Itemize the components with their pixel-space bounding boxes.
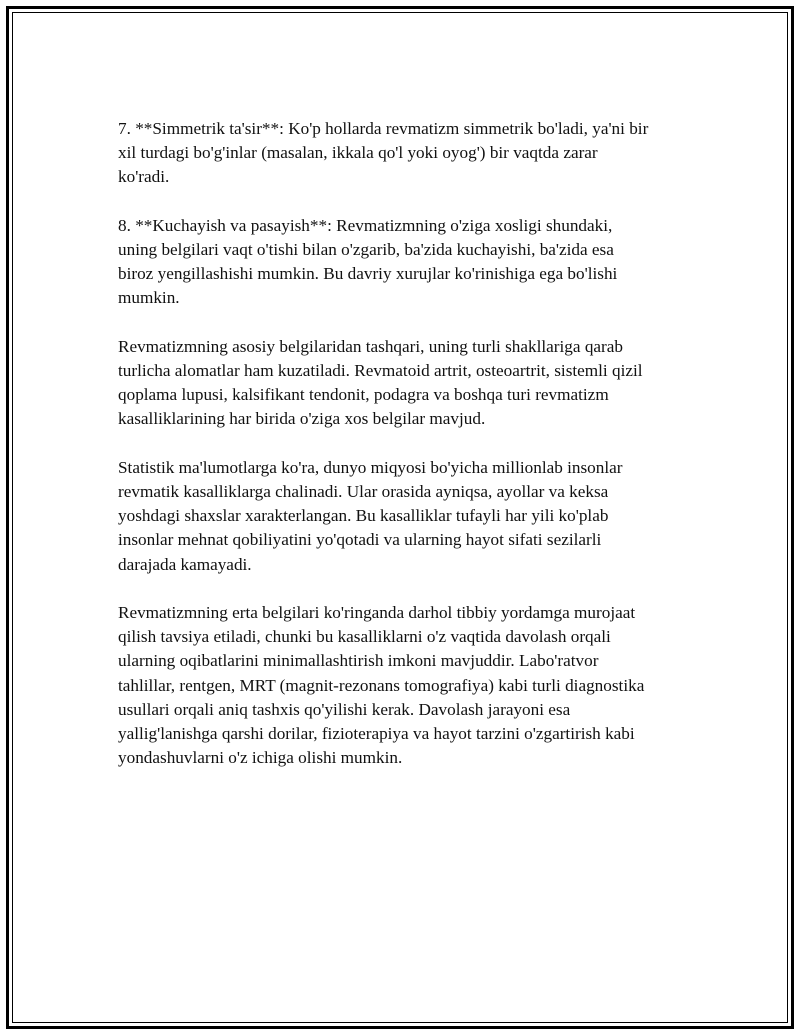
paragraph-statistics: Statistik ma'lumotlarga ko'ra, dunyo miqyosi bo'yicha millionlab insonlar revmatik kasalliklarga chalinadi. Ular orasida ayniqsa, ayollar va keksa yoshdagi shaxslar xarakterlangan. Bu kasalliklar tufayli har yili ko'plab insonlar mehnat qobiliyatini yo'qotadi va ularning hayot sifati sezilarli darajada kamayadi. — [118, 457, 623, 574]
document-body — [118, 117, 698, 795]
paragraph-diagnosis-treatment: Revmatizmning erta belgilari ko'ringanda darhol tibbiy yordamga murojaat qilish tavsiya etiladi, chunki bu kasalliklarni o'z vaqtida davolash orqali ularning oqibatlarini minimallashtirish imkoni mavjuddir. Labo'ratvor tahlillar, rentgen, MRT (magnit-rezonans tomografiya) kabi turli diagnostika usullari orqali aniq tashxis qo'yilishi kerak. Davolash jarayoni esa yallig'lanishga qarshi dorilar, fizioterapiya va hayot tarzini o'zgartirish kabi yondashuvlarni o'z ichiga olishi mumkin. — [118, 603, 645, 768]
paragraph-symmetric-effect: 7. **Simmetrik ta'sir**: Ko'p hollarda revmatizm simmetrik bo'ladi, ya'ni bir xil turdagi bo'g'inlar (masalan, ikkala qo'l yoki oyog') bir vaqtda zarar ko'radi. — [118, 119, 649, 187]
paragraph-forms-symptoms: Revmatizmning asosiy belgilaridan tashqari, uning turli shakllariga qarab turlicha alomatlar ham kuzatiladi. Revmatoid artrit, osteoartrit, sistemli qizil qoplama lupusi, kalsifikant tendonit, podagra va boshqa turi revmatizm kasalliklarining har birida o'ziga xos belgilar mavjud. — [118, 336, 643, 429]
paragraph-flare-remission: 8. **Kuchayish va pasayish**: Revmatizmning o'ziga xosligi shundaki, uning belgilari vaqt o'tishi bilan o'zgarib, ba'zida kuchayishi, ba'zida esa biroz yengillashishi mumkin. Bu davriy xurujlar ko'rinishiga ega bo'lishi mumkin. — [118, 215, 618, 308]
